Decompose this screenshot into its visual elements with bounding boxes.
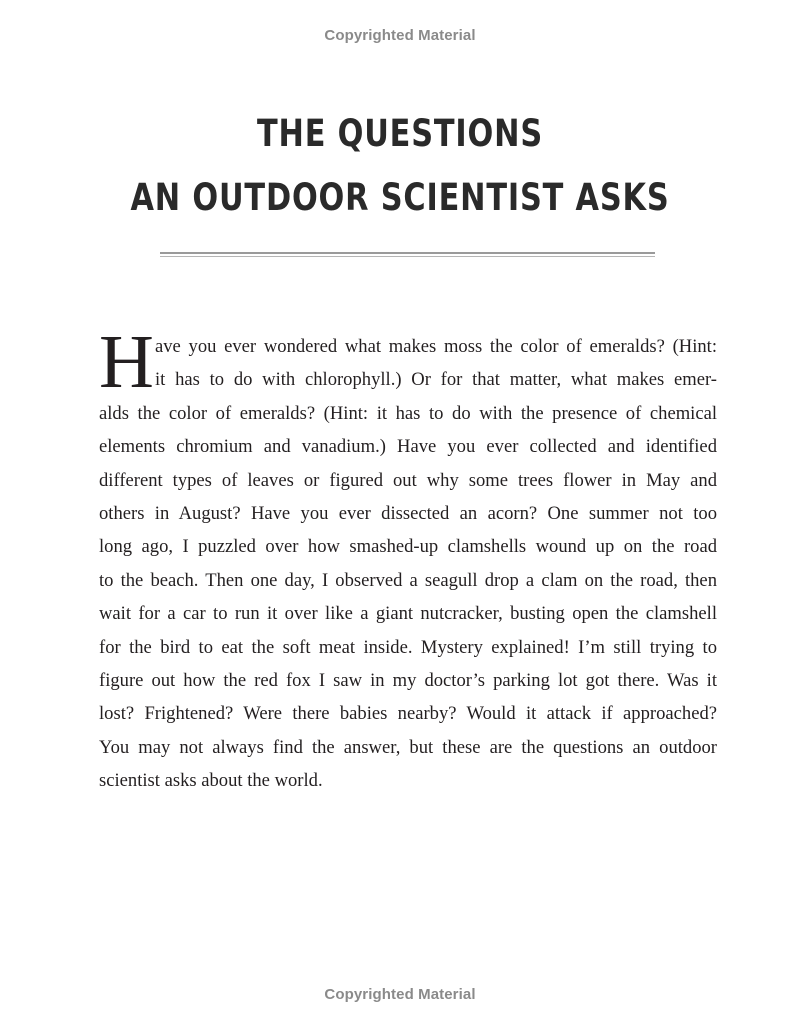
body-line: wait for a car to run it over like a giant nutcracker, busting open the clamshell: [99, 603, 717, 625]
body-line: elements chromium and vanadium.) Have you ever collected and identified: [99, 436, 717, 458]
chapter-title-line-1: THE QUESTIONS: [256, 112, 544, 155]
body-line: others in August? Have you ever dissected an acorn? One summer not too: [99, 502, 717, 524]
chapter-title-line-2: AN OUTDOOR SCIENTIST ASKS: [130, 176, 670, 219]
copyright-notice-bottom: Copyrighted Material: [324, 986, 476, 1003]
body-paragraph: [99, 330, 717, 797]
drop-cap: H: [99, 320, 154, 404]
title-divider-rule: [160, 252, 655, 254]
body-line: different types of leaves or figured out why some trees flower in May and: [99, 469, 717, 491]
body-line: You may not always find the answer, but these are the questions an outdoor: [99, 736, 717, 758]
body-line: lost? Frightened? Were there babies nearby? Would it attack if approached?: [99, 703, 717, 725]
body-line: to the beach. Then one day, I observed a seagull drop a clam on the road, then: [99, 569, 717, 591]
body-line: figure out how the red fox I saw in my doctor’s parking lot got there. Was it: [99, 669, 717, 691]
body-line: long ago, I puzzled over how smashed-up clamshells wound up on the road: [99, 536, 717, 558]
body-line: scientist asks about the world.: [99, 770, 323, 792]
body-line: alds the color of emeralds? (Hint: it has to do with the presence of chemical: [99, 402, 717, 424]
body-line: for the bird to eat the soft meat inside. Mystery explained! I’m still trying to: [99, 636, 717, 658]
copyright-notice-top: Copyrighted Material: [324, 27, 476, 44]
body-line: ave you ever wondered what makes moss the color of emeralds? (Hint:: [155, 336, 717, 357]
title-divider-rule-thin: [160, 256, 655, 257]
body-line: it has to do with chlorophyll.) Or for that matter, what makes emer-: [155, 369, 717, 391]
